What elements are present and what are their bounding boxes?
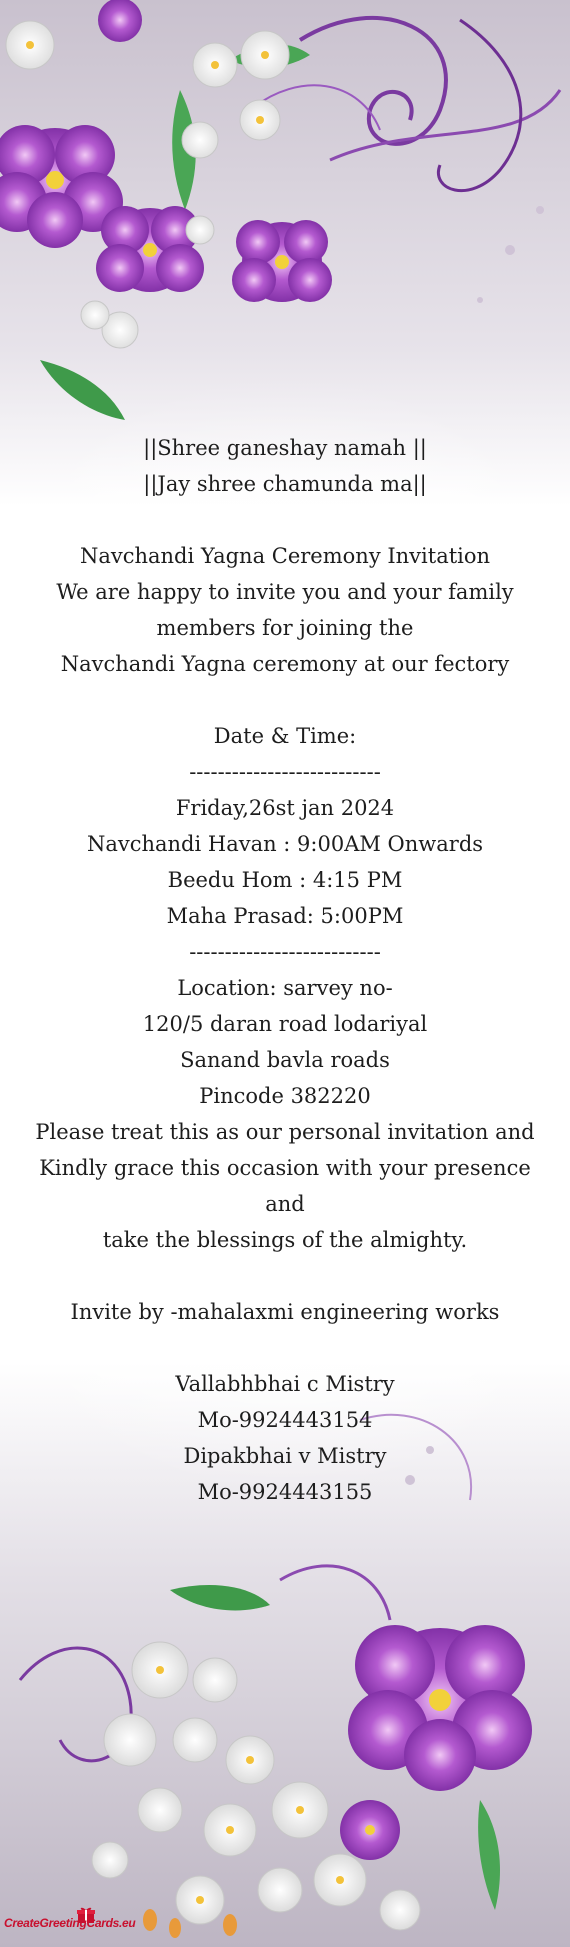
invitation-line: Mo-9924443154: [197, 1408, 373, 1432]
invitation-line: Location: sarvey no-: [177, 976, 393, 1000]
invitation-line: Maha Prasad: 5:00PM: [166, 904, 404, 928]
spacer: [0, 1330, 570, 1366]
invitation-line: Navchandi Havan : 9:00AM Onwards: [86, 832, 484, 856]
invitation-line: Vallabhbhai c Mistry: [175, 1372, 395, 1396]
invitation-line: Navchandi Yagna ceremony at our fectory: [60, 652, 510, 676]
invitation-line: members for joining the: [156, 616, 414, 640]
invitation-line: Beedu Hom : 4:15 PM: [167, 868, 403, 892]
invitation-line: Kindly grace this occasion with your presence and: [39, 1156, 531, 1216]
brand-logo[interactable]: [4, 1906, 140, 1940]
invitation-line: Sanand bavla roads: [180, 1048, 390, 1072]
invitation-line: take the blessings of the almighty.: [102, 1228, 468, 1252]
invitation-line: Friday,26st jan 2024: [175, 796, 395, 820]
brand-logo-text: CreateGreetingCards.eu: [4, 1916, 136, 1930]
invitation-text: [0, 430, 570, 1510]
invitation-line: ---------------------------: [189, 940, 381, 964]
spacer: [0, 502, 570, 538]
invitation-line: Navchandi Yagna Ceremony Invitation: [79, 544, 491, 568]
invitation-line: ---------------------------: [189, 760, 381, 784]
top-floral-decoration: [0, 0, 570, 500]
invitation-line: Dipakbhai v Mistry: [183, 1444, 387, 1468]
invitation-line: ||Shree ganeshay namah ||: [143, 436, 427, 460]
invitation-line: Pincode 382220: [199, 1084, 371, 1108]
invitation-line: 120/5 daran road lodariyal: [142, 1012, 428, 1036]
invitation-line: We are happy to invite you and your family: [56, 580, 514, 604]
invitation-line: Invite by -mahalaxmi engineering works: [70, 1300, 500, 1324]
spacer: [0, 1258, 570, 1294]
invitation-line: Date & Time:: [213, 724, 357, 748]
invitation-line: Please treat this as our personal invitation and: [35, 1120, 535, 1144]
invitation-line: Mo-9924443155: [197, 1480, 373, 1504]
invitation-line: ||Jay shree chamunda ma||: [143, 472, 427, 496]
spacer: [0, 682, 570, 718]
